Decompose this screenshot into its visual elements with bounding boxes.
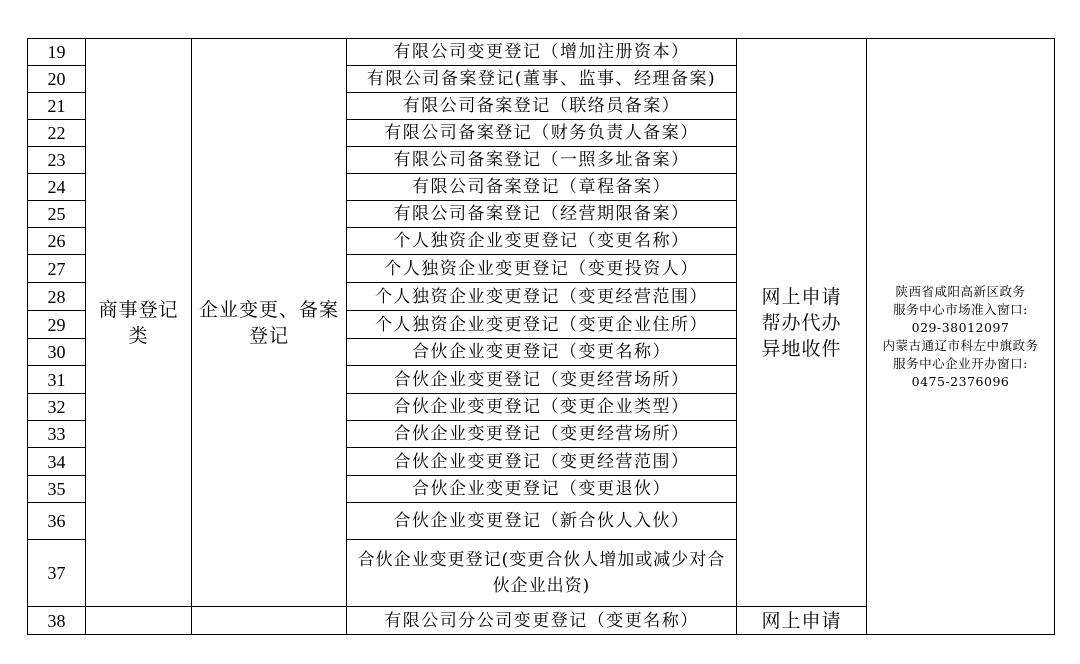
category-line: 类 — [128, 324, 149, 347]
row-number: 19 — [28, 39, 86, 66]
item-cell: 合伙企业变更登记（变更名称） — [347, 339, 737, 366]
contact-line: 服务中心企业开办窗口: — [893, 355, 1028, 371]
item-cell: 个人独资企业变更登记（变更名称） — [347, 228, 737, 255]
item-cell: 有限公司变更登记（增加注册资本） — [347, 39, 737, 66]
contact-window-cell — [867, 39, 1055, 635]
item-cell: 有限公司备案登记（经营期限备案） — [347, 201, 737, 228]
service-items-table — [27, 38, 1055, 635]
service-mode-cell: 网上申请 — [737, 607, 867, 635]
item-cell: 合伙企业变更登记(变更合伙人增加或减少对合伙企业出资) — [347, 540, 737, 607]
category-line: 商事登记 — [98, 298, 179, 321]
item-cell: 合伙企业变更登记（变更经营场所） — [347, 366, 737, 394]
row-number: 25 — [28, 201, 86, 228]
row-number: 32 — [28, 394, 86, 421]
subcategory-cell — [192, 39, 347, 607]
item-cell: 有限公司备案登记（财务负责人备案） — [347, 120, 737, 147]
row-number: 36 — [28, 503, 86, 540]
service-mode-line: 网上申请 — [761, 285, 842, 308]
item-cell: 有限公司备案登记(董事、监事、经理备案) — [347, 66, 737, 93]
service-mode-line: 异地收件 — [761, 337, 842, 360]
item-cell: 个人独资企业变更登记（变更经营范围） — [347, 283, 737, 311]
empty-cell — [192, 607, 347, 635]
subcategory-line: 登记 — [248, 324, 289, 347]
row-number: 35 — [28, 476, 86, 503]
item-cell: 个人独资企业变更登记（变更投资人） — [347, 255, 737, 283]
contact-line: 0475-2376096 — [911, 373, 1010, 389]
contact-line: 服务中心市场准入窗口: — [893, 301, 1028, 317]
item-cell: 合伙企业变更登记（变更退伙） — [347, 476, 737, 503]
contact-line: 029-38012097 — [911, 319, 1010, 335]
row-number: 37 — [28, 540, 86, 607]
row-number: 28 — [28, 283, 86, 311]
contact-line: 内蒙古通辽市科左中旗政务 — [882, 337, 1039, 353]
row-number: 31 — [28, 366, 86, 394]
item-cell: 有限公司备案登记（一照多址备案） — [347, 147, 737, 174]
category-cell — [86, 39, 192, 607]
service-mode-line: 帮办代办 — [761, 311, 842, 334]
item-cell: 合伙企业变更登记（变更经营范围） — [347, 448, 737, 476]
service-mode-cell — [737, 39, 867, 607]
row-number: 21 — [28, 93, 86, 120]
row-number: 33 — [28, 421, 86, 448]
row-number: 34 — [28, 448, 86, 476]
row-number: 23 — [28, 147, 86, 174]
item-cell: 合伙企业变更登记（变更经营场所） — [347, 421, 737, 448]
row-number: 26 — [28, 228, 86, 255]
subcategory-line: 企业变更、备案 — [198, 298, 339, 321]
row-number: 20 — [28, 66, 86, 93]
empty-cell — [86, 607, 192, 635]
row-number: 24 — [28, 174, 86, 201]
item-cell: 合伙企业变更登记（变更企业类型） — [347, 394, 737, 421]
contact-line: 陕西省咸阳高新区政务 — [895, 283, 1026, 299]
row-number: 30 — [28, 339, 86, 366]
item-cell: 有限公司备案登记（联络员备案） — [347, 93, 737, 120]
item-cell: 个人独资企业变更登记（变更企业住所） — [347, 311, 737, 339]
table-row — [28, 39, 1055, 66]
row-number: 27 — [28, 255, 86, 283]
row-number: 38 — [28, 607, 86, 635]
item-cell: 合伙企业变更登记（新合伙人入伙） — [347, 503, 737, 540]
row-number: 29 — [28, 311, 86, 339]
item-cell: 有限公司备案登记（章程备案） — [347, 174, 737, 201]
item-cell: 有限公司分公司变更登记（变更名称） — [347, 607, 737, 635]
row-number: 22 — [28, 120, 86, 147]
